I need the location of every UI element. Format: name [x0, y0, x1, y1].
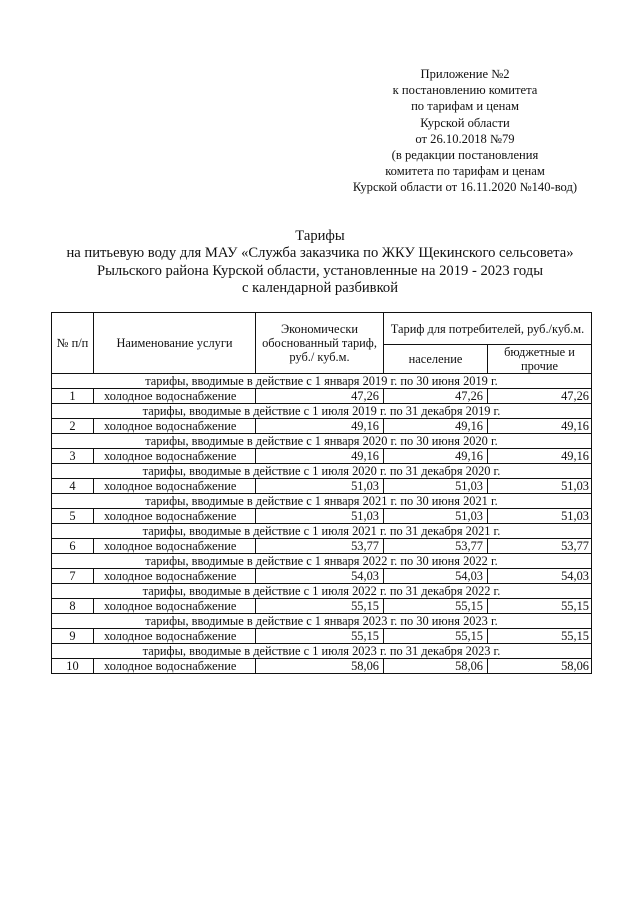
economic-tariff-value: 51,03	[256, 479, 384, 494]
header-service-name: Наименование услуги	[94, 313, 256, 374]
period-label: тарифы, вводимые в действие с 1 января 2022 г. по 30 июня 2022 г.	[52, 554, 592, 569]
row-number: 2	[52, 419, 94, 434]
budget-tariff-value: 58,06	[488, 659, 592, 674]
tariff-table-body	[52, 374, 592, 674]
header-population: население	[384, 345, 488, 374]
row-number: 4	[52, 479, 94, 494]
service-name: холодное водоснабжение	[94, 629, 256, 644]
table-row	[52, 569, 592, 584]
population-tariff-value: 55,15	[384, 629, 488, 644]
economic-tariff-value: 47,26	[256, 389, 384, 404]
service-name: холодное водоснабжение	[94, 389, 256, 404]
period-row	[52, 434, 592, 449]
appendix-line: по тарифам и ценам	[411, 99, 519, 114]
service-name: холодное водоснабжение	[94, 419, 256, 434]
row-number: 5	[52, 509, 94, 524]
row-number: 1	[52, 389, 94, 404]
title-line: Рыльского района Курской области, установленные на 2019 - 2023 годы	[96, 262, 544, 279]
economic-tariff-value: 49,16	[256, 419, 384, 434]
population-tariff-value: 47,26	[384, 389, 488, 404]
appendix-block	[330, 66, 600, 196]
service-name: холодное водоснабжение	[94, 599, 256, 614]
period-label: тарифы, вводимые в действие с 1 января 2023 г. по 30 июня 2023 г.	[52, 614, 592, 629]
table-row	[52, 389, 592, 404]
appendix-line: от 26.10.2018 №79	[415, 131, 515, 146]
economic-tariff-value: 55,15	[256, 629, 384, 644]
service-name: холодное водоснабжение	[94, 449, 256, 464]
document-title	[40, 228, 600, 298]
header-budget: бюджетные и прочие	[488, 345, 592, 374]
period-row	[52, 524, 592, 539]
period-label: тарифы, вводимые в действие с 1 июля 2020 г. по 31 декабря 2020 г.	[52, 464, 592, 479]
title-line: на питьевую воду для МАУ «Служба заказчика по ЖКУ Щекинского сельсовета»	[66, 245, 574, 262]
tariff-table	[51, 312, 592, 674]
economic-tariff-value: 51,03	[256, 509, 384, 524]
budget-tariff-value: 51,03	[488, 479, 592, 494]
economic-tariff-value: 54,03	[256, 569, 384, 584]
budget-tariff-value: 51,03	[488, 509, 592, 524]
budget-tariff-value: 49,16	[488, 419, 592, 434]
population-tariff-value: 54,03	[384, 569, 488, 584]
service-name: холодное водоснабжение	[94, 479, 256, 494]
row-number: 3	[52, 449, 94, 464]
population-tariff-value: 51,03	[384, 509, 488, 524]
appendix-line: Курской области от 16.11.2020 №140-вод)	[352, 180, 578, 195]
table-row	[52, 629, 592, 644]
period-row	[52, 404, 592, 419]
economic-tariff-value: 58,06	[256, 659, 384, 674]
period-row	[52, 374, 592, 389]
budget-tariff-value: 54,03	[488, 569, 592, 584]
budget-tariff-value: 47,26	[488, 389, 592, 404]
period-row	[52, 644, 592, 659]
service-name: холодное водоснабжение	[94, 539, 256, 554]
appendix-line: (в редакции постановления	[391, 148, 539, 163]
row-number: 9	[52, 629, 94, 644]
period-label: тарифы, вводимые в действие с 1 июля 2019 г. по 31 декабря 2019 г.	[52, 404, 592, 419]
period-label: тарифы, вводимые в действие с 1 января 2021 г. по 30 июня 2021 г.	[52, 494, 592, 509]
row-number: 10	[52, 659, 94, 674]
economic-tariff-value: 49,16	[256, 449, 384, 464]
appendix-line: комитета по тарифам и ценам	[385, 164, 545, 179]
budget-tariff-value: 55,15	[488, 599, 592, 614]
appendix-line: Приложение №2	[420, 67, 510, 81]
table-row	[52, 599, 592, 614]
table-row	[52, 419, 592, 434]
service-name: холодное водоснабжение	[94, 569, 256, 584]
service-name: холодное водоснабжение	[94, 509, 256, 524]
period-label: тарифы, вводимые в действие с 1 января 2020 г. по 30 июня 2020 г.	[52, 434, 592, 449]
population-tariff-value: 58,06	[384, 659, 488, 674]
header-consumer-tariff: Тариф для потребителей, руб./куб.м.	[384, 313, 592, 345]
table-row	[52, 449, 592, 464]
row-number: 7	[52, 569, 94, 584]
population-tariff-value: 49,16	[384, 449, 488, 464]
population-tariff-value: 53,77	[384, 539, 488, 554]
period-row	[52, 464, 592, 479]
population-tariff-value: 49,16	[384, 419, 488, 434]
row-number: 8	[52, 599, 94, 614]
economic-tariff-value: 53,77	[256, 539, 384, 554]
title-line: с календарной разбивкой	[241, 280, 399, 297]
period-label: тарифы, вводимые в действие с 1 января 2019 г. по 30 июня 2019 г.	[52, 374, 592, 389]
economic-tariff-value: 55,15	[256, 599, 384, 614]
title-line: Тарифы	[295, 228, 345, 244]
table-row	[52, 479, 592, 494]
table-row	[52, 659, 592, 674]
population-tariff-value: 51,03	[384, 479, 488, 494]
appendix-line: к постановлению комитета	[392, 83, 538, 98]
appendix-line: Курской области	[420, 115, 510, 130]
period-label: тарифы, вводимые в действие с 1 июля 2023 г. по 31 декабря 2023 г.	[52, 644, 592, 659]
header-economic-tariff: Экономически обоснованный тариф, руб./ куб.м.	[256, 313, 384, 374]
budget-tariff-value: 49,16	[488, 449, 592, 464]
table-row	[52, 509, 592, 524]
period-row	[52, 494, 592, 509]
period-label: тарифы, вводимые в действие с 1 июля 2022 г. по 31 декабря 2022 г.	[52, 584, 592, 599]
population-tariff-value: 55,15	[384, 599, 488, 614]
period-row	[52, 584, 592, 599]
period-row	[52, 614, 592, 629]
header-num: № п/п	[52, 313, 94, 374]
period-label: тарифы, вводимые в действие с 1 июля 2021 г. по 31 декабря 2021 г.	[52, 524, 592, 539]
service-name: холодное водоснабжение	[94, 659, 256, 674]
budget-tariff-value: 55,15	[488, 629, 592, 644]
row-number: 6	[52, 539, 94, 554]
budget-tariff-value: 53,77	[488, 539, 592, 554]
period-row	[52, 554, 592, 569]
table-row	[52, 539, 592, 554]
